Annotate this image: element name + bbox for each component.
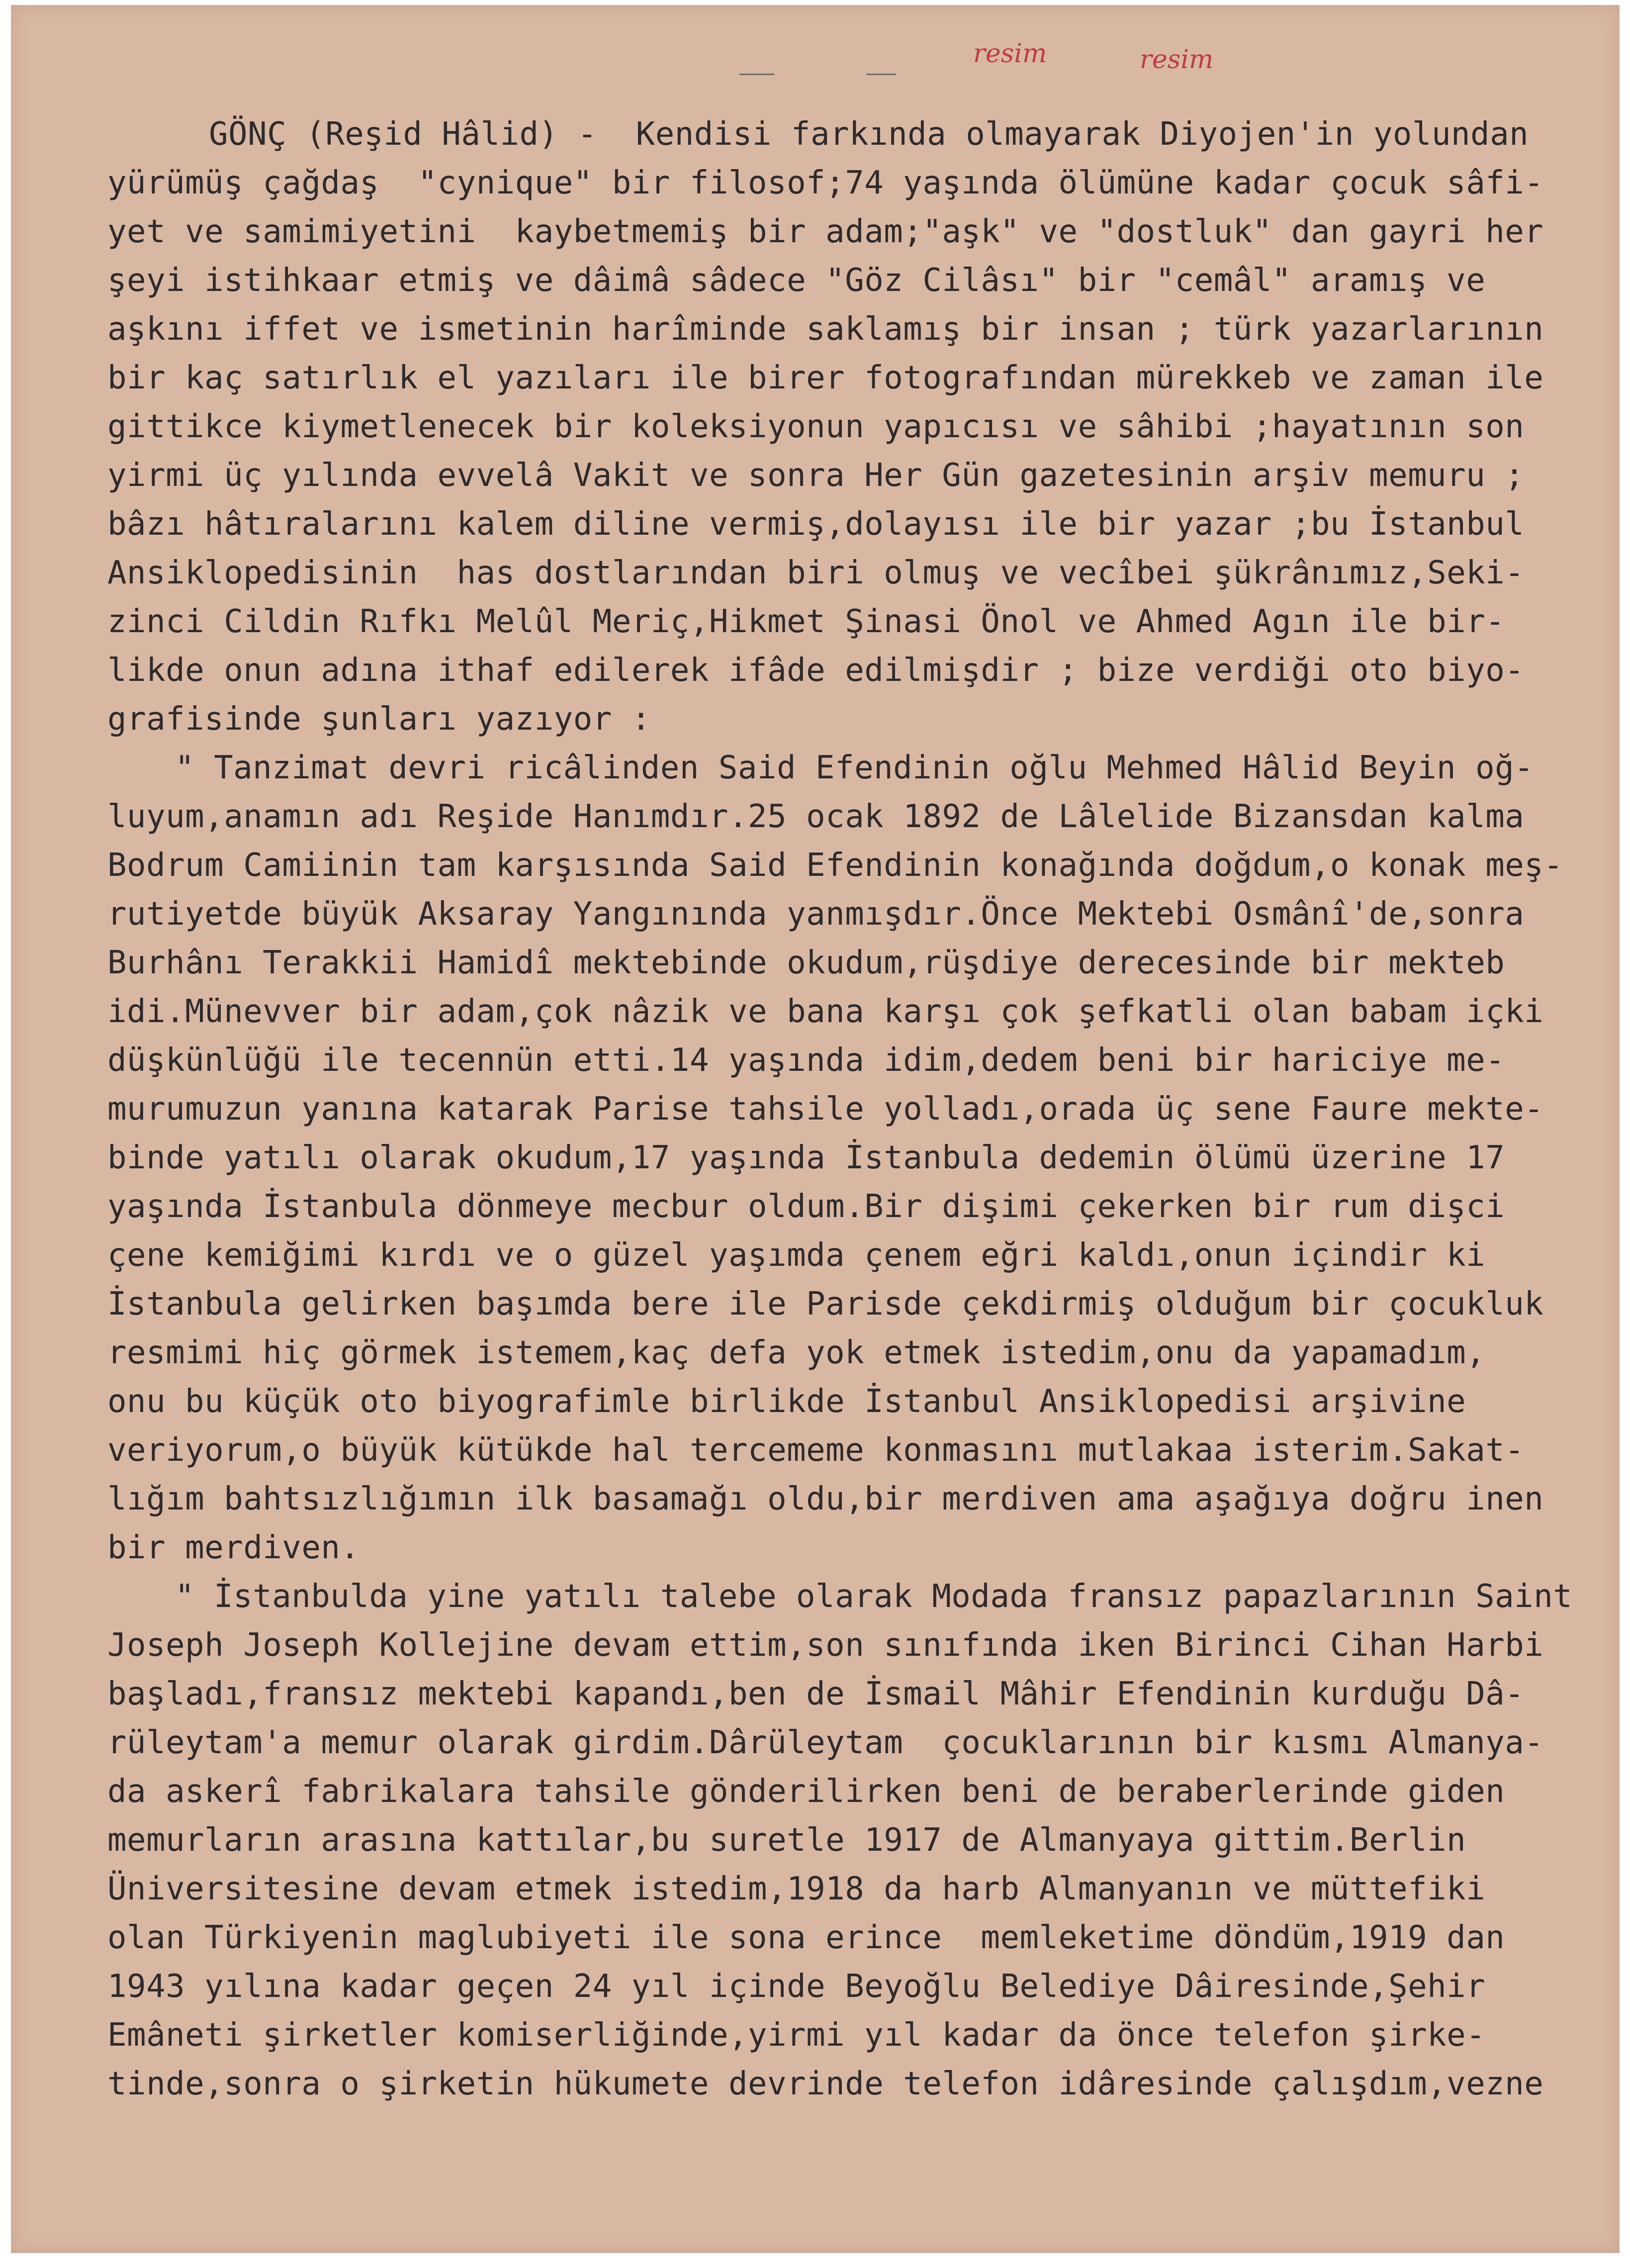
text-line: olan Türkiyenin maglubiyeti ile sona erince memleketime döndüm,1919 dan <box>107 1919 1505 1956</box>
handwritten-note: resim <box>1140 45 1214 75</box>
text-line: tinde,sonra o şirketin hükumete devrinde telefon idâresinde çalışdım,vezne <box>107 2066 1544 2102</box>
text-line: Joseph Joseph Kollejine devam ettim,son sınıfında iken Birinci Cihan Harbi <box>107 1627 1544 1664</box>
handwritten-note: resim <box>973 39 1047 69</box>
text-line: likde onun adına ithaf edilerek ifâde edilmişdir ; bize verdiği oto biyo- <box>107 652 1525 689</box>
text-line: onu bu küçük oto biyografimle birlikde İstanbul Ansiklopedisi arşivine <box>107 1383 1466 1420</box>
text-line: murumuzun yanına katarak Parise tahsile yolladı,orada üç sene Faure mekte- <box>107 1091 1544 1128</box>
text-line: " İstanbulda yine yatılı talebe olarak Modada fransız papazlarının Saint <box>175 1578 1573 1615</box>
text-line: bâzı hâtıralarını kalem diline vermiş,dolayısı ile bir yazar ;bu İstanbul <box>107 506 1525 543</box>
text-line: yaşında İstanbula dönmeye mecbur oldum.Bir dişimi çekerken bir rum dişci <box>107 1188 1505 1225</box>
text-line: binde yatılı olarak okudum,17 yaşında İstanbula dedemin ölümü üzerine 17 <box>107 1139 1505 1176</box>
text-line: idi.Münevver bir adam,çok nâzik ve bana karşı çok şefkatli olan babam içki <box>107 993 1544 1030</box>
text-line: Bodrum Camiinin tam karşısında Said Efendinin konağında doğdum,o konak meş- <box>107 847 1563 884</box>
text-line: gittikce kiymetlenecek bir koleksiyonun yapıcısı ve sâhibi ;hayatının son <box>107 408 1525 445</box>
text-line: yirmi üç yılında evvelâ Vakit ve sonra Her Gün gazetesinin arşiv memuru ; <box>107 457 1525 494</box>
text-line: bir kaç satırlık el yazıları ile birer fotografından mürekkeb ve zaman ile <box>107 360 1544 396</box>
text-line: bir merdiven. <box>107 1529 360 1566</box>
document-body <box>11 5 1620 2253</box>
text-line: da askerî fabrikalara tahsile gönderilirken beni de beraberlerinde giden <box>107 1773 1505 1810</box>
text-line: rüleytam'a memur olarak girdim.Dârüleytam çocuklarının bir kısmı Almanya- <box>107 1724 1544 1761</box>
text-line: başladı,fransız mektebi kapandı,ben de İsmail Mâhir Efendinin kurduğu Dâ- <box>107 1676 1525 1712</box>
text-line: 1943 yılına kadar geçen 24 yıl içinde Beyoğlu Belediye Dâiresinde,Şehir <box>107 1968 1486 2005</box>
text-line: lığım bahtsızlığımın ilk basamağı oldu,bir merdiven ama aşağıya doğru inen <box>107 1481 1544 1517</box>
text-line: Ansiklopedisinin has dostlarından biri olmuş ve vecîbei şükrânımız,Seki- <box>107 555 1525 591</box>
text-line: GÖNÇ (Reşid Hâlid) - Kendisi farkında olmayarak Diyojen'in yolundan <box>209 116 1529 153</box>
text-line: Üniversitesine devam etmek istedim,1918 da harb Almanyanın ve müttefiki <box>107 1871 1486 1907</box>
text-line: aşkını iffet ve ismetinin harîminde saklamış bir insan ; türk yazarlarının <box>107 311 1544 348</box>
text-line: zinci Cildin Rıfkı Melûl Meriç,Hikmet Şinasi Önol ve Ahmed Agın ile bir- <box>107 603 1505 640</box>
text-line: veriyorum,o büyük kütükde hal tercememe konmasını mutlakaa isterim.Sakat- <box>107 1432 1525 1469</box>
text-line: şeyi istihkaar etmiş ve dâimâ sâdece "Göz Cilâsı" bir "cemâl" aramış ve <box>107 262 1486 299</box>
text-line: rutiyetde büyük Aksaray Yangınında yanmışdır.Önce Mektebi Osmânî'de,sonra <box>107 896 1525 933</box>
text-line: yet ve samimiyetini kaybetmemiş bir adam;"aşk" ve "dostluk" dan gayri her <box>107 213 1544 250</box>
text-line: resmimi hiç görmek istemem,kaç defa yok etmek istedim,onu da yapamadım, <box>107 1334 1486 1371</box>
text-line: düşkünlüğü ile tecennün etti.14 yaşında idim,dedem beni bir hariciye me- <box>107 1042 1505 1079</box>
text-line: yürümüş çağdaş "cynique" bir filosof;74 yaşında ölümüne kadar çocuk sâfi- <box>107 165 1544 201</box>
text-line: Emâneti şirketler komiserliğinde,yirmi yıl kadar da önce telefon şirke- <box>107 2017 1486 2054</box>
text-line: memurların arasına kattılar,bu suretle 1917 de Almanyaya gittim.Berlin <box>107 1822 1466 1859</box>
text-line: çene kemiğimi kırdı ve o güzel yaşımda çenem eğri kaldı,onun içindir ki <box>107 1237 1486 1274</box>
text-line: " Tanzimat devri ricâlinden Said Efendinin oğlu Mehmed Hâlid Beyin oğ- <box>175 750 1534 786</box>
text-line: grafisinde şunları yazıyor : <box>107 701 651 738</box>
typewritten-page <box>11 5 1620 2253</box>
text-line: luyum,anamın adı Reşide Hanımdır.25 ocak 1892 de Lâlelide Bizansdan kalma <box>107 798 1525 835</box>
text-line: İstanbula gelirken başımda bere ile Parisde çekdirmiş olduğum bir çocukluk <box>107 1286 1544 1323</box>
text-line: Burhânı Terakkii Hamidî mektebinde okudum,rüşdiye derecesinde bir mekteb <box>107 945 1505 981</box>
